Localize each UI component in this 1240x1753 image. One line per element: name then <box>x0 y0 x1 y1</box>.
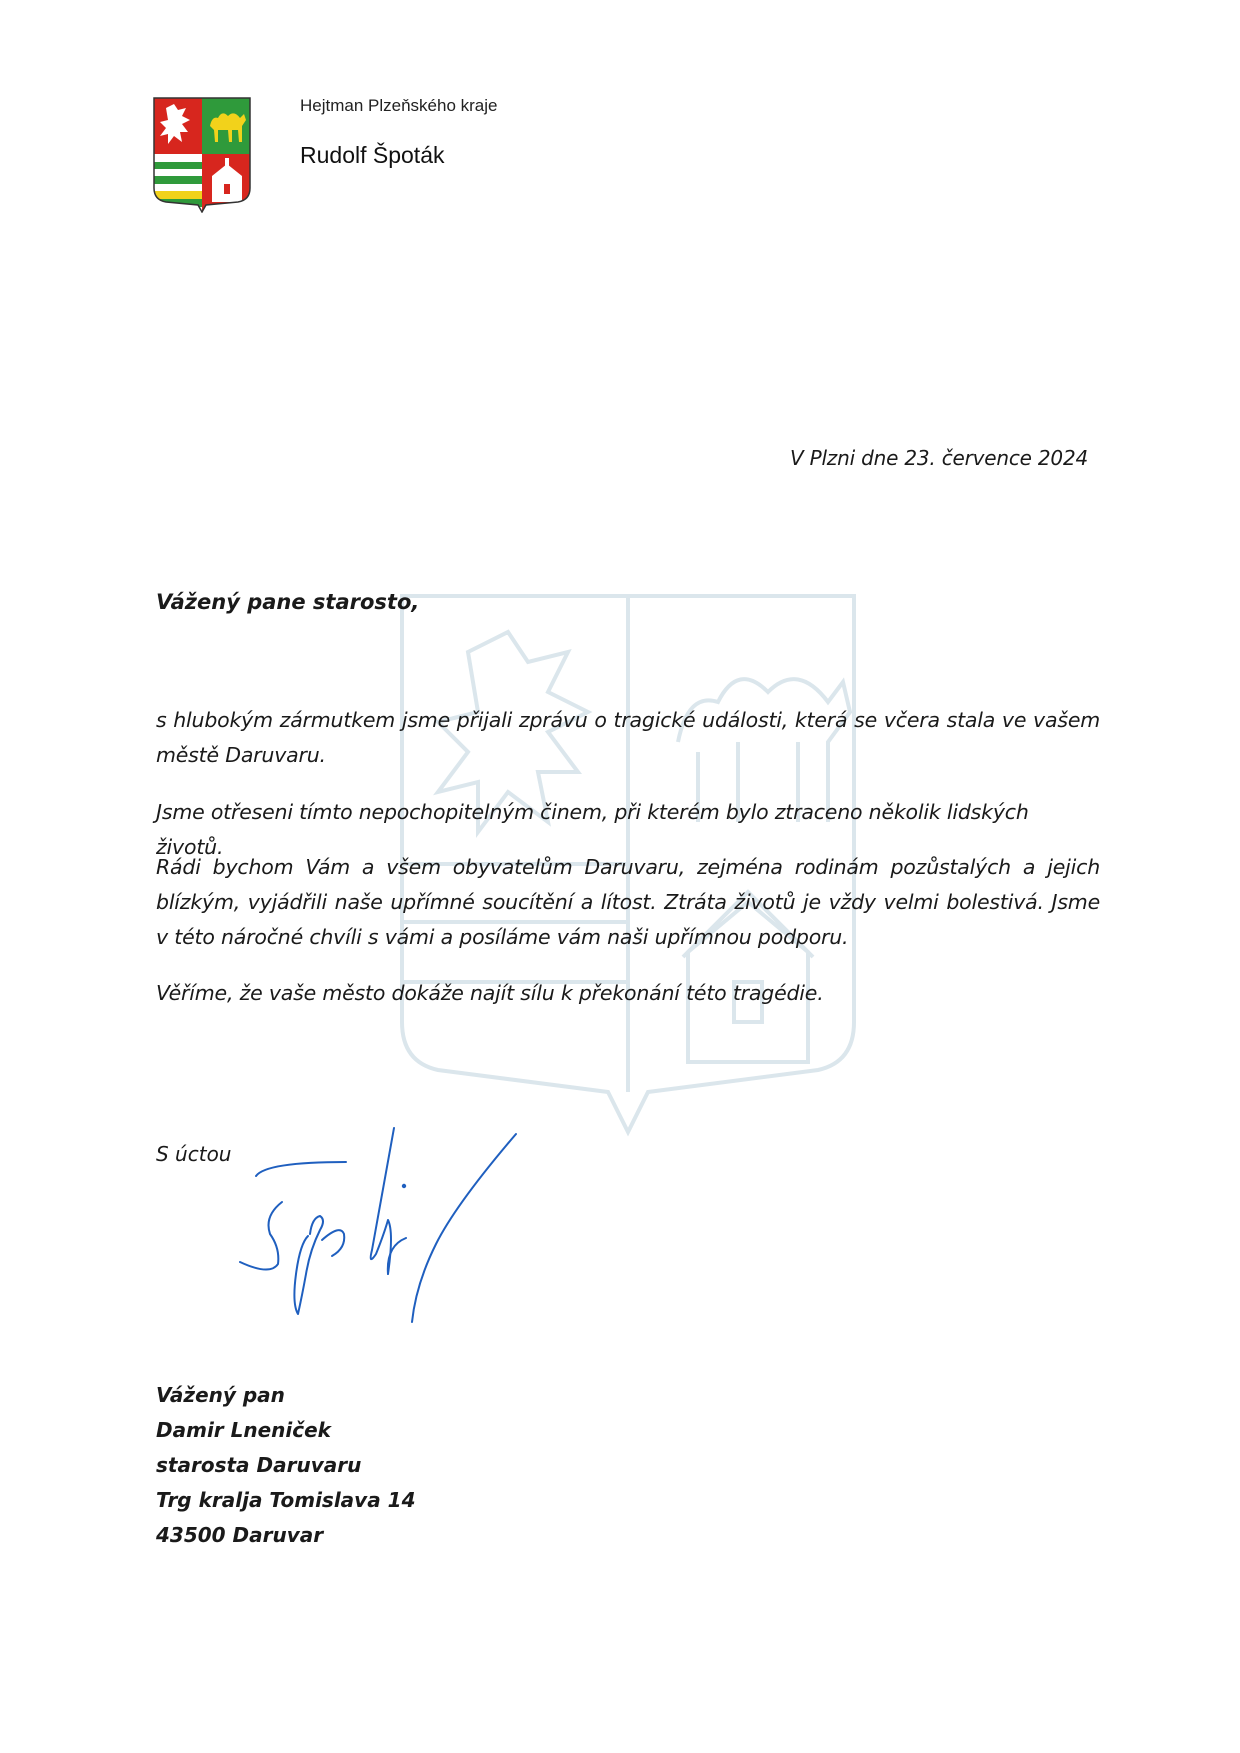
handwritten-signature <box>236 1124 526 1334</box>
letter-date: V Plzni dne 23. července 2024 <box>789 446 1088 470</box>
recipient-line: Vážený pan <box>156 1383 285 1407</box>
header-title: Hejtman Plzeňského kraje <box>300 96 498 115</box>
recipient-line: starosta Daruvaru <box>156 1453 362 1477</box>
recipient-line: Damir Lneniček <box>156 1418 331 1442</box>
recipient-address <box>156 1378 416 1553</box>
header-name: Rudolf Špoták <box>300 142 445 168</box>
salutation: Vážený pane starosto, <box>156 590 420 614</box>
paragraph: Věříme, že vaše město dokáže najít sílu k překonání této tragédie. <box>156 981 824 1005</box>
paragraph: s hlubokým zármutkem jsme přijali zprávu o tragické události, která se včera stala ve vašem městě Daruvaru. <box>156 708 1100 767</box>
recipient-line: Trg kralja Tomislava 14 <box>156 1488 416 1512</box>
paragraph: Rádi bychom Vám a všem obyvatelům Daruvaru, zejména rodinám pozůstalých a jejich blízkým, vyjádřili naše upřímné soucítění a lítost. Ztráta životů je vždy velmi bolestivá. Jsme v této náročné chvíli s vámi a posíláme vám naši upřímnou podporu. <box>156 855 1100 949</box>
coat-of-arms-icon <box>152 96 252 213</box>
paragraph: Jsme otřeseni tímto nepochopitelným činem, při kterém bylo ztraceno několik lidských životů. <box>156 800 1029 859</box>
closing: S úctou <box>156 1142 232 1166</box>
recipient-line: 43500 Daruvar <box>156 1523 324 1547</box>
